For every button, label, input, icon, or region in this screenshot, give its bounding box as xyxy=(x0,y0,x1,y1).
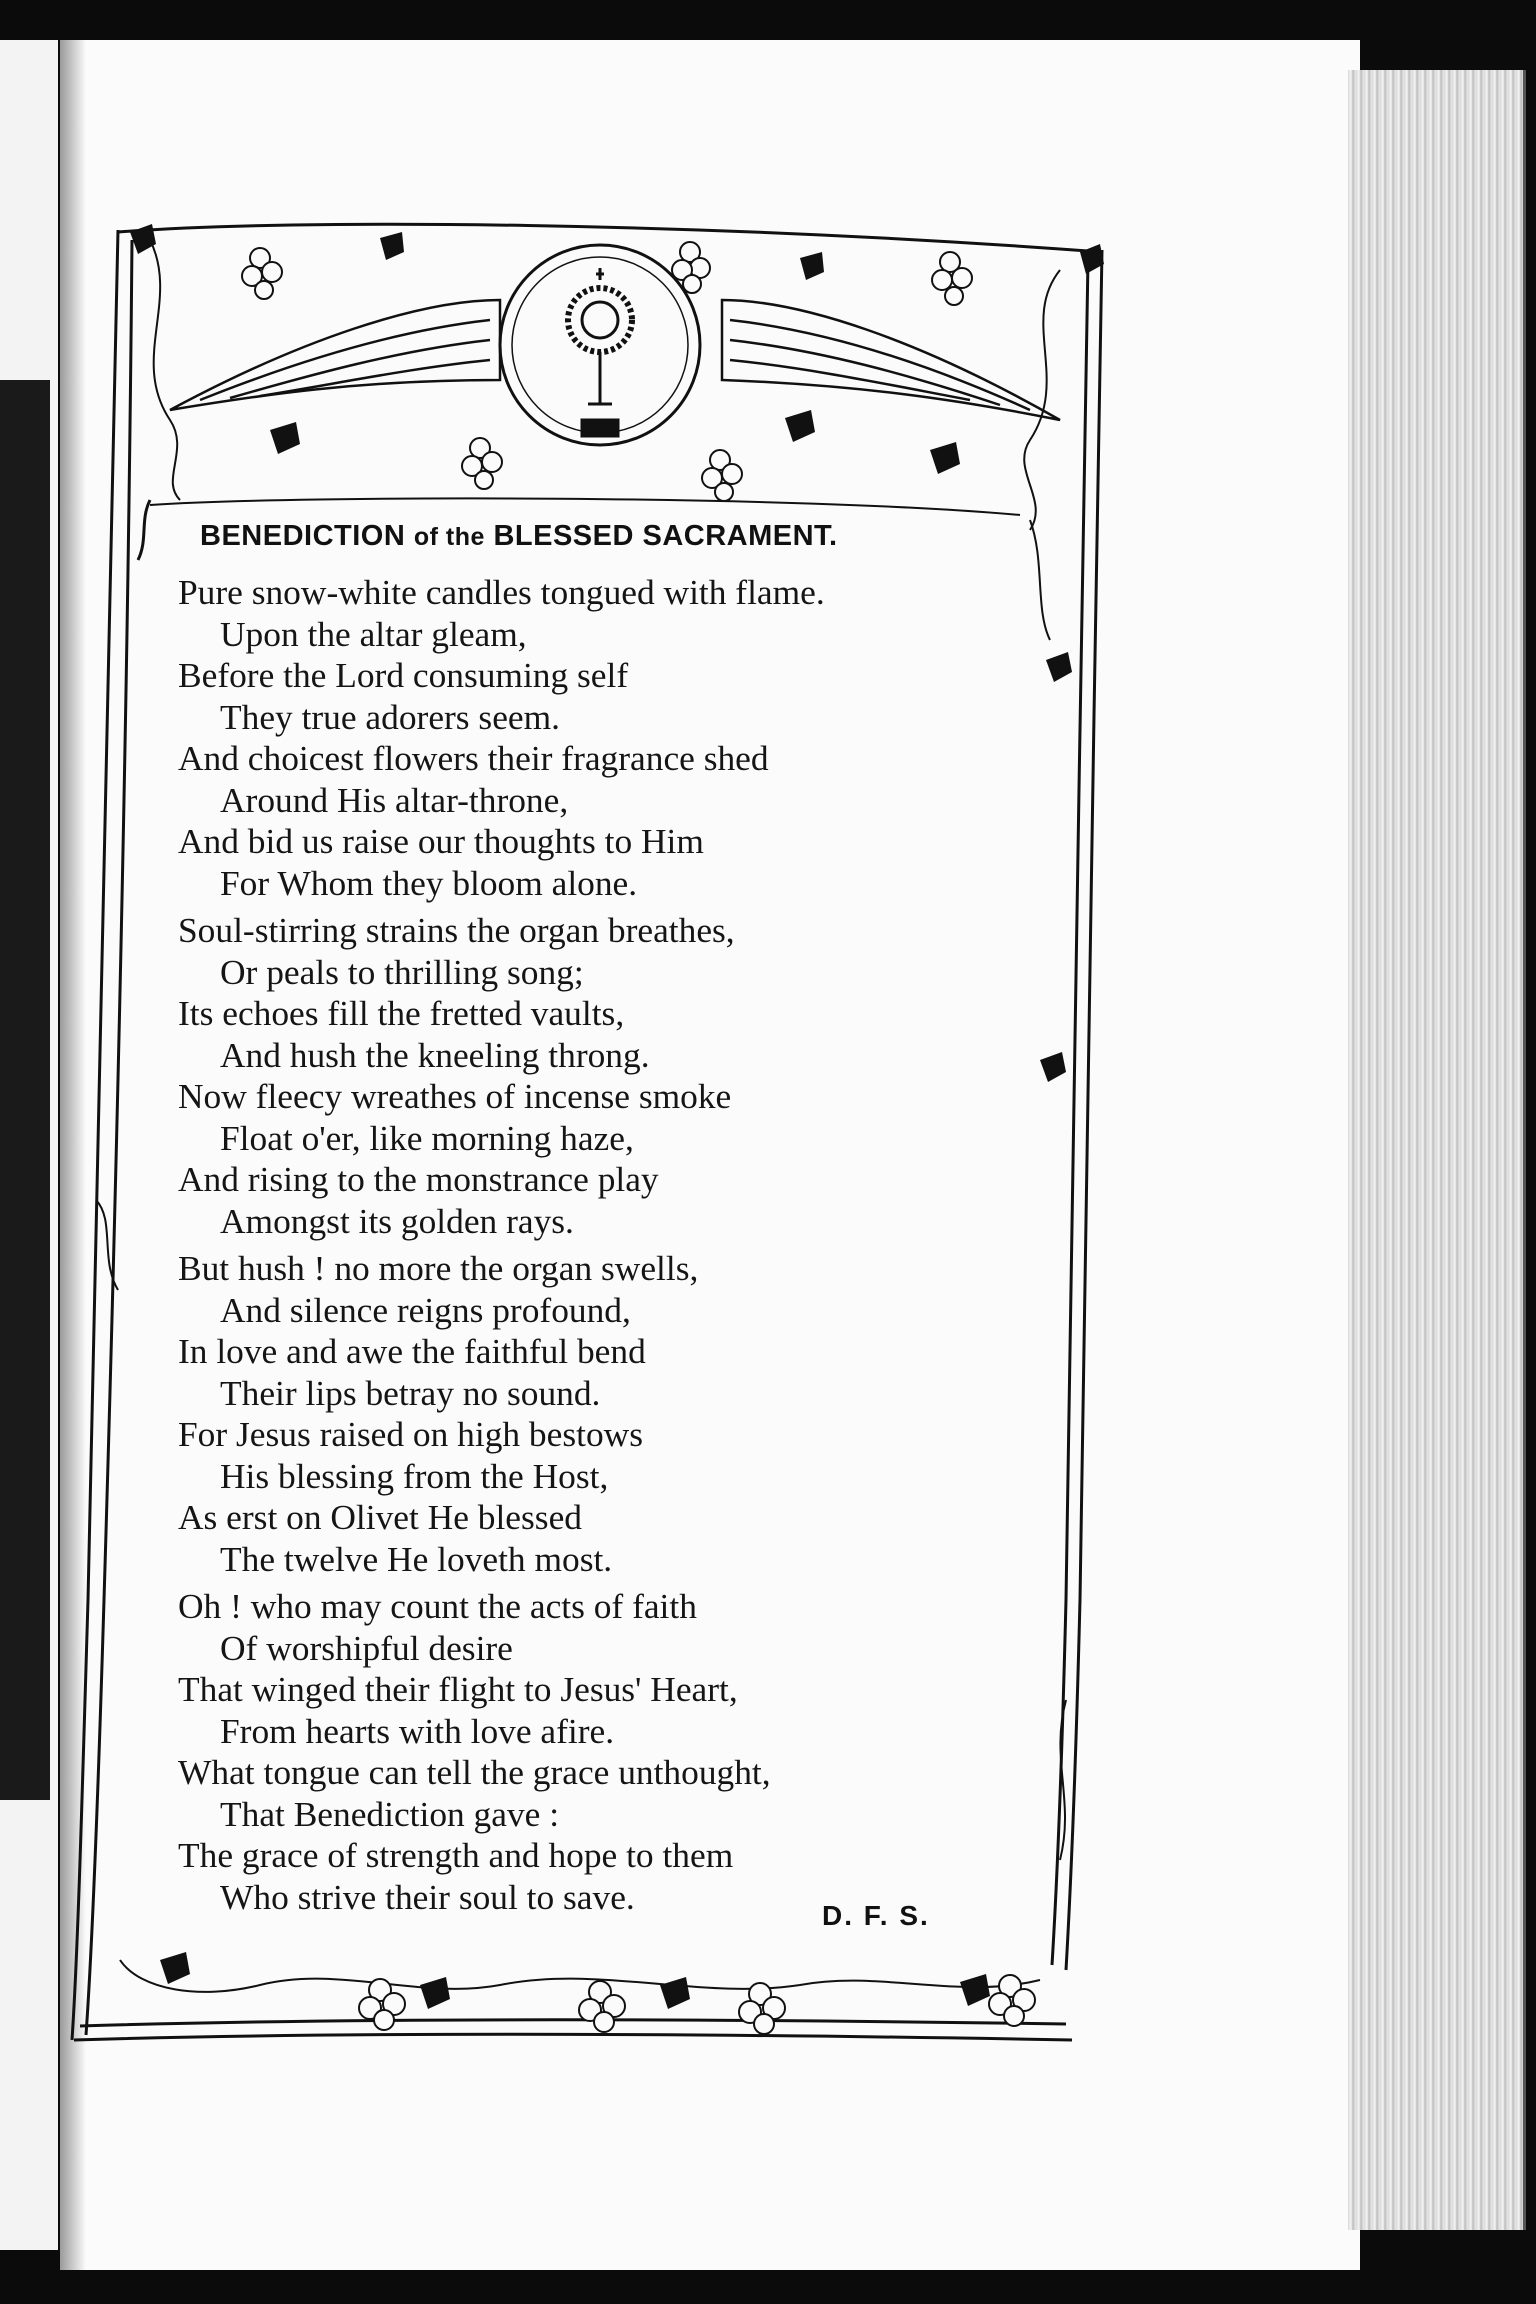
stanza-1 xyxy=(178,572,1038,904)
poem-line: From hearts with love afire. xyxy=(220,1710,615,1751)
poem-line: Now fleecy wreathes of incense smoke xyxy=(178,1076,732,1116)
title-part2: of the xyxy=(413,523,485,551)
stanza-2 xyxy=(178,910,1038,1242)
poem-line: Upon the altar gleam, xyxy=(220,613,527,654)
poem-line: The twelve He loveth most. xyxy=(220,1538,613,1579)
poem-line: That Benediction gave : xyxy=(220,1793,560,1834)
poem-body xyxy=(178,572,1038,1918)
poem-line: That winged their flight to Jesus' Heart, xyxy=(178,1669,738,1709)
poem-line: Before the Lord consuming self xyxy=(178,655,629,695)
poem-line: But hush ! no more the organ swells, xyxy=(178,1248,699,1288)
poem-line: Who strive their soul to save. xyxy=(220,1876,635,1917)
poem-line: The grace of strength and hope to them xyxy=(178,1835,734,1875)
poem-line: His blessing from the Host, xyxy=(220,1455,609,1496)
title-part1: BENEDICTION xyxy=(200,520,406,552)
poem-line: Around His altar-throne, xyxy=(220,779,569,820)
poem-line: For Whom they bloom alone. xyxy=(220,862,638,903)
poem-line: What tongue can tell the grace unthought, xyxy=(178,1752,771,1792)
poem-line: And bid us raise our thoughts to Him xyxy=(178,821,704,861)
poem-line: Float o'er, like morning haze, xyxy=(220,1117,634,1158)
stanza-4 xyxy=(178,1586,1038,1918)
poem-line: Amongst its golden rays. xyxy=(220,1200,574,1241)
poem-line: In love and awe the faithful bend xyxy=(178,1331,646,1371)
poem-line: Of worshipful desire xyxy=(220,1627,513,1668)
poem-line: Soul-stirring strains the organ breathes, xyxy=(178,910,735,950)
poem-line: And rising to the monstrance play xyxy=(178,1159,659,1199)
poem-line: And hush the kneeling throng. xyxy=(220,1034,650,1075)
stanza-3 xyxy=(178,1248,1038,1580)
poem-title xyxy=(200,520,1040,553)
poem-line: Its echoes fill the fretted vaults, xyxy=(178,993,625,1033)
poem-line: Or peals to thrilling song; xyxy=(220,951,584,992)
monstrance-icon xyxy=(500,245,700,445)
poem-line: Their lips betray no sound. xyxy=(220,1372,601,1413)
author-signature: D. F. S. xyxy=(822,1900,930,1931)
poem-line: And choicest flowers their fragrance shed xyxy=(178,738,769,778)
poem-line: Oh ! who may count the acts of faith xyxy=(178,1586,697,1626)
title-part3: BLESSED SACRAMENT. xyxy=(493,520,838,552)
poem-line: They true adorers seem. xyxy=(220,696,560,737)
poem-line: And silence reigns profound, xyxy=(220,1289,631,1330)
poem-line: Pure snow-white candles tongued with flame. xyxy=(178,572,825,612)
poem-line: For Jesus raised on high bestows xyxy=(178,1414,643,1454)
poem-line: As erst on Olivet He blessed xyxy=(178,1497,582,1537)
